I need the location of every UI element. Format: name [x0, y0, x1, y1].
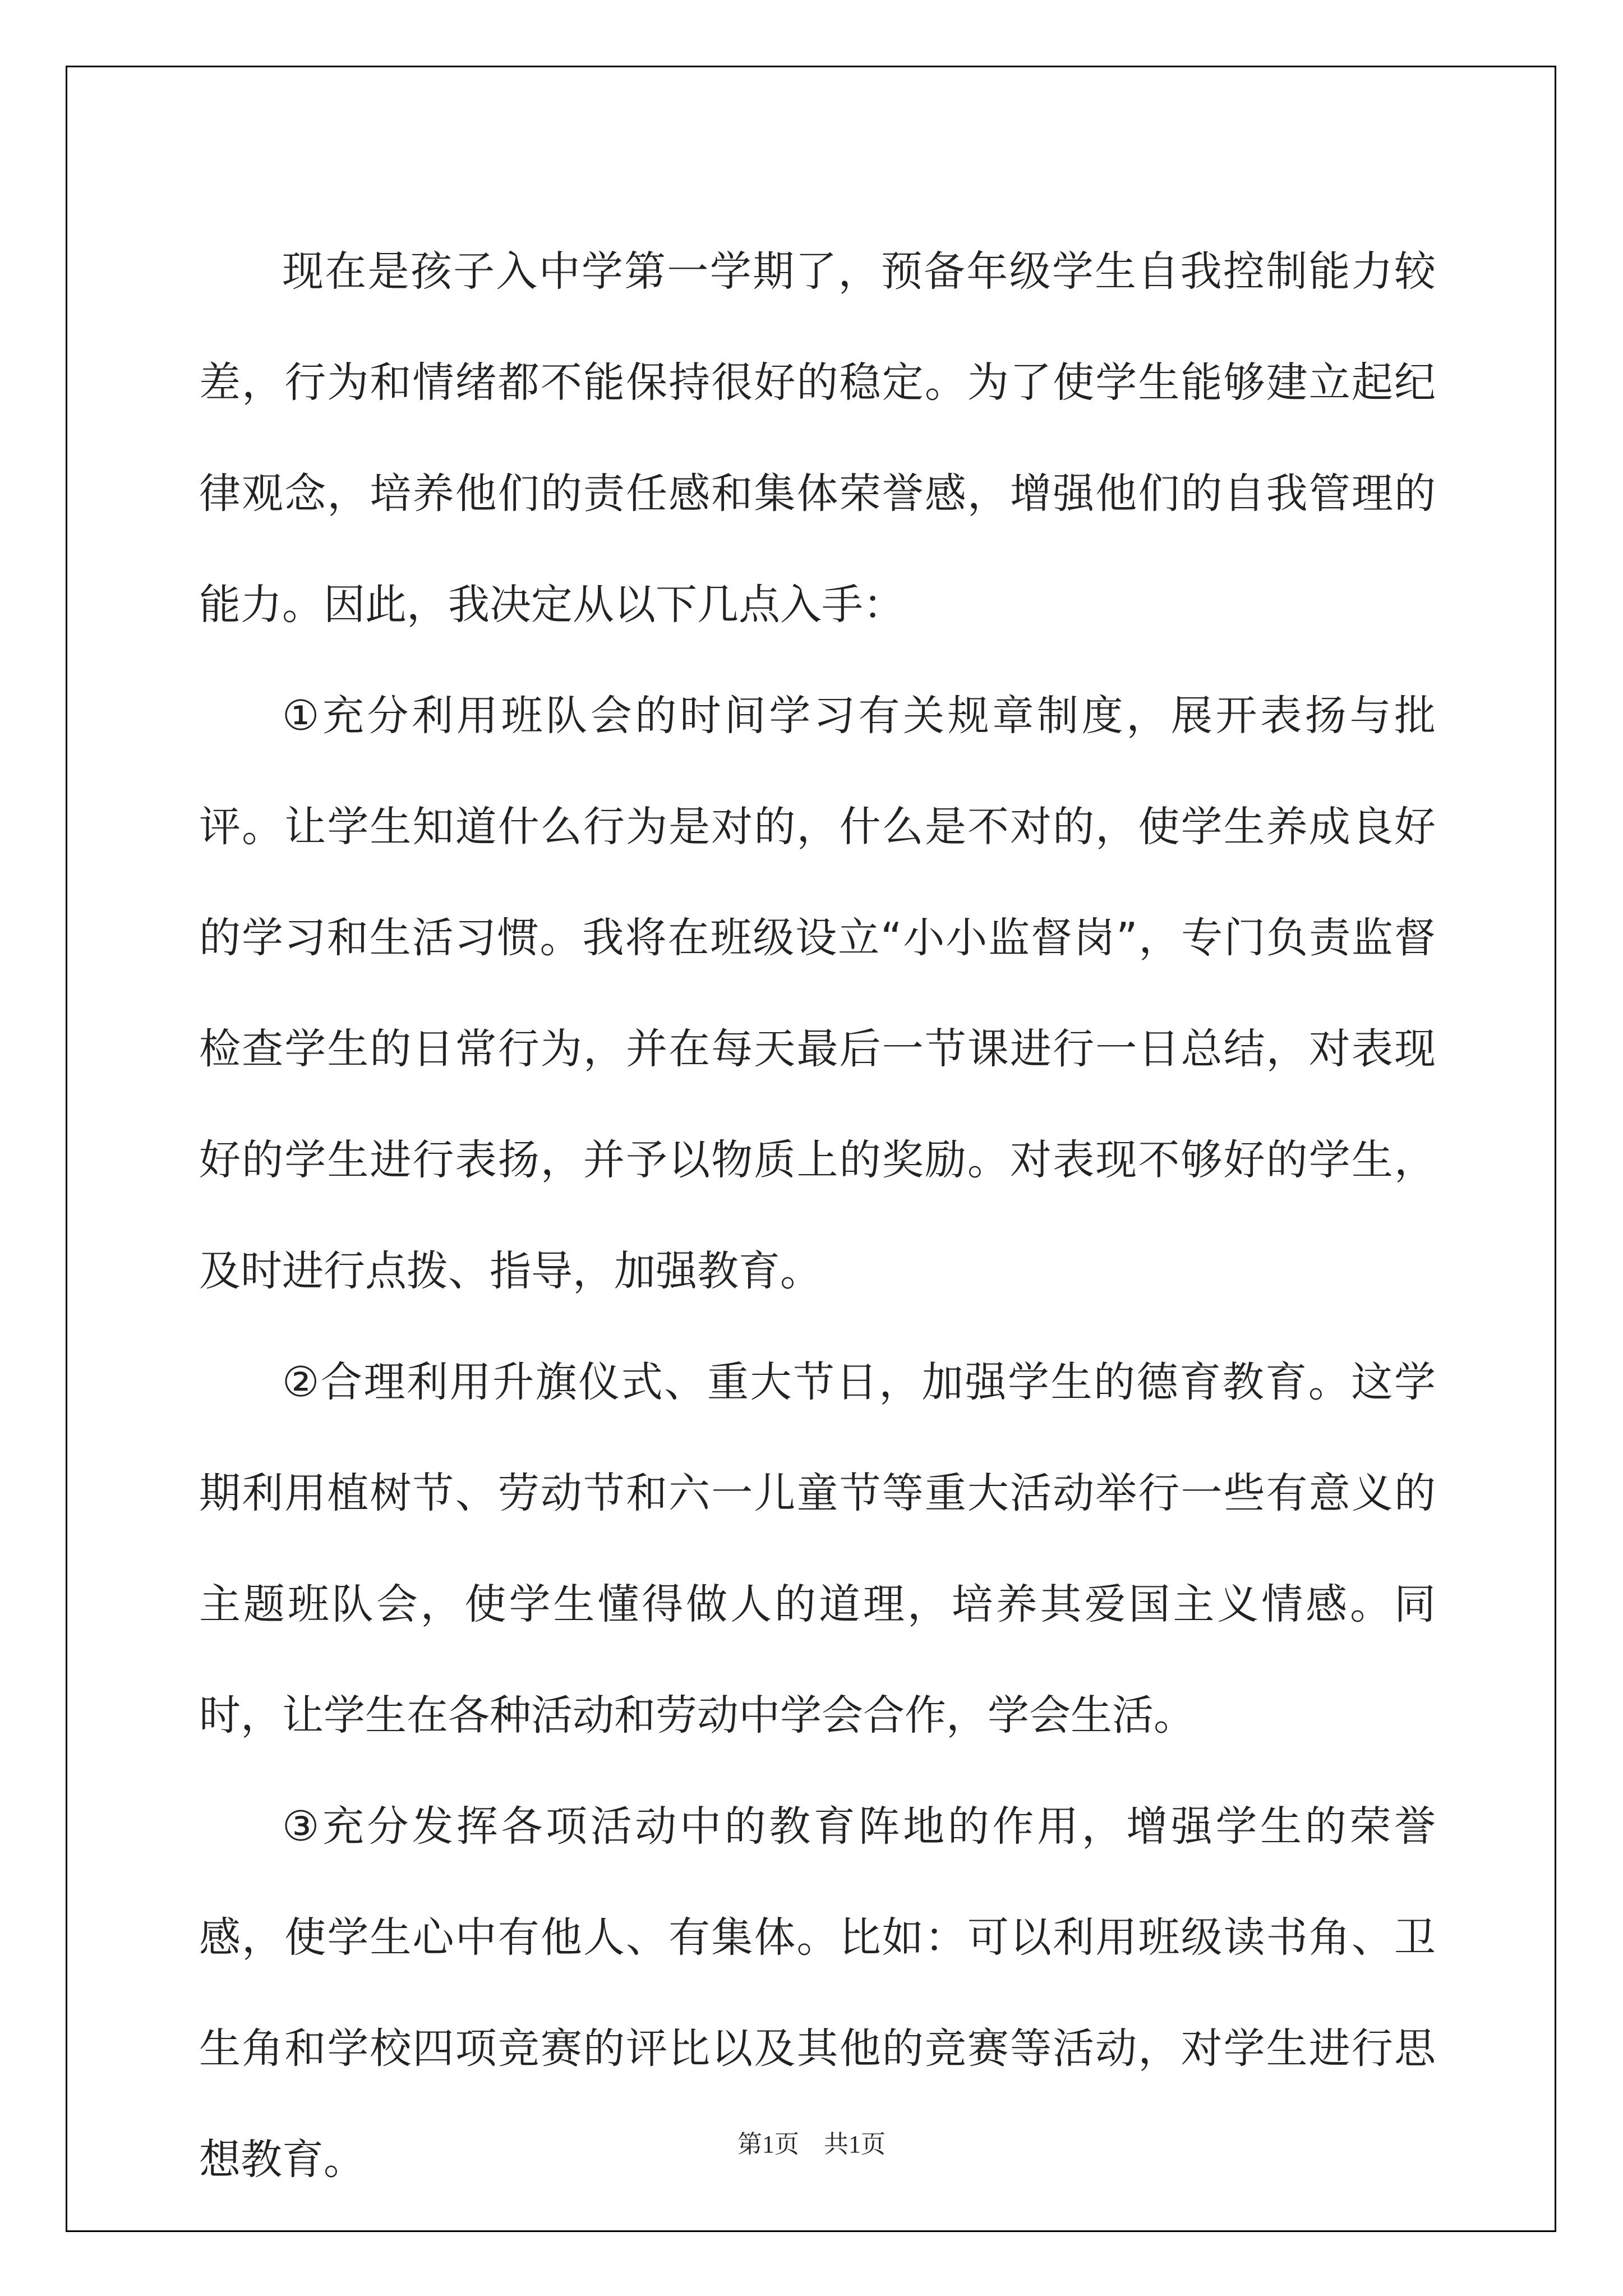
paragraph-point-1: ①充分利用班队会的时间学习有关规章制度，展开表扬与批评。让学生知道什么行为是对的，什么是不对的，使学生养成良好的学习和生活习惯。我将在班级设立“小小监督岗”，专门负责监督检查学生的日常行为，并在每天最后一节课进行一日总结，对表现好的学生进行表扬，并予以物质上的奖励。对表现不够好的学生，及时进行点拨、指导，加强教育。 [199, 692, 1436, 1295]
paragraph-intro: 现在是孩子入中学第一学期了，预备年级学生自我控制能力较差，行为和情绪都不能保持很好的稳定。为了使学生能够建立起纪律观念，培养他们的责任感和集体荣誉感，增强他们的自我管理的能力。因此，我决定从以下几点入手： [199, 247, 1436, 629]
paragraph-point-3: ③充分发挥各项活动中的教育阵地的作用，增强学生的荣誉感，使学生心中有他人、有集体。比如：可以利用班级读书角、卫生角和学校四项竞赛的评比以及其他的竞赛等活动，对学生进行思想教育。 [199, 1802, 1436, 2184]
paragraph-point-2: ②合理利用升旗仪式、重大节日，加强学生的德育教育。这学期利用植树节、劳动节和六一儿童节等重大活动举行一些有意义的主题班队会，使学生懂得做人的道理，培养其爱国主义情感。同时，让学生在各种活动和劳动中学会合作，学会生活。 [199, 1358, 1436, 1740]
page-number-footer: 第1页 共1页 [737, 2131, 886, 2158]
document-body [199, 216, 1436, 2215]
